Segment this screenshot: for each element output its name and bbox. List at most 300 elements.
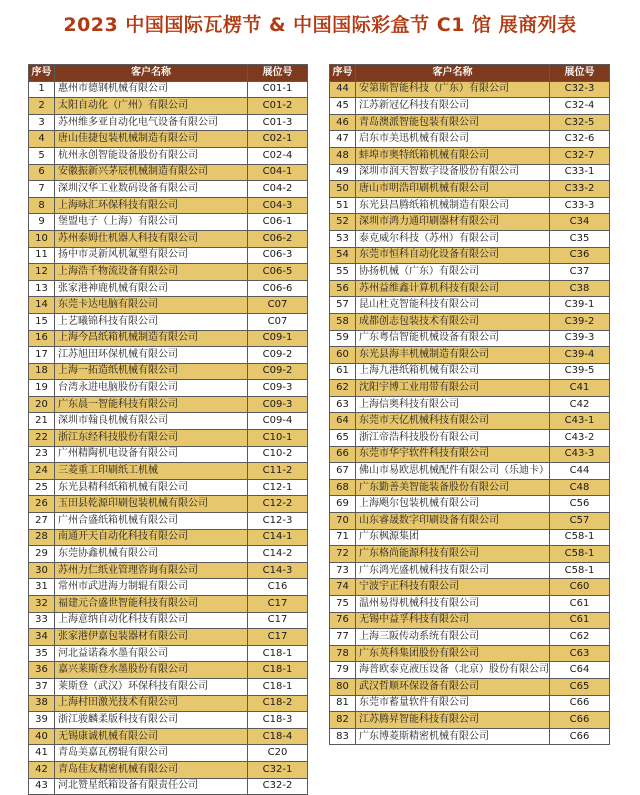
booth-number: C58-1 xyxy=(550,529,610,546)
table-row xyxy=(29,147,308,164)
customer-name: 东莞市天亿机械科技有限公司 xyxy=(356,413,550,430)
booth-number: C20 xyxy=(248,745,308,762)
booth-number: C33-2 xyxy=(550,181,610,198)
row-number: 58 xyxy=(330,313,356,330)
customer-name: 广东枫源集团 xyxy=(356,529,550,546)
booth-number: C44 xyxy=(550,463,610,480)
customer-name: 启东市美迅机械有限公司 xyxy=(356,131,550,148)
row-number: 47 xyxy=(330,131,356,148)
row-number: 82 xyxy=(330,712,356,729)
table-row xyxy=(29,214,308,231)
table-row xyxy=(330,396,610,413)
booth-number: C04-1 xyxy=(248,164,308,181)
page-title: 2023 中国国际瓦楞节 & 中国国际彩盒节 C1 馆 展商列表 xyxy=(63,14,577,36)
customer-name: 东莞市蓄量软件有限公司 xyxy=(356,695,550,712)
row-number: 2 xyxy=(29,98,55,115)
booth-number: C61 xyxy=(550,596,610,613)
customer-name: 惠州市德钢机械有限公司 xyxy=(55,81,248,98)
header-customer-name: 客户名称 xyxy=(356,65,550,82)
customer-name: 上海三阪传动系统有限公司 xyxy=(356,629,550,646)
row-number: 66 xyxy=(330,446,356,463)
row-number: 23 xyxy=(29,446,55,463)
table-row xyxy=(330,330,610,347)
booth-number: C16 xyxy=(248,579,308,596)
row-number: 4 xyxy=(29,131,55,148)
customer-name: 广东鸿光盛机械科技有限公司 xyxy=(356,562,550,579)
customer-name: 昆山杜克智能科技有限公司 xyxy=(356,297,550,314)
row-number: 19 xyxy=(29,380,55,397)
row-number: 45 xyxy=(330,98,356,115)
row-number: 36 xyxy=(29,662,55,679)
row-number: 56 xyxy=(330,280,356,297)
customer-name: 浙江骏麟柔版科技有限公司 xyxy=(55,712,248,729)
table-row xyxy=(29,479,308,496)
row-number: 70 xyxy=(330,513,356,530)
customer-name: 上海村田激光技术有限公司 xyxy=(55,695,248,712)
booth-number: C01-3 xyxy=(248,114,308,131)
table-row xyxy=(29,313,308,330)
table-row xyxy=(29,513,308,530)
table-row xyxy=(330,313,610,330)
table-row xyxy=(330,546,610,563)
booth-number: C12-2 xyxy=(248,496,308,513)
row-number: 54 xyxy=(330,247,356,264)
booth-number: C14-2 xyxy=(248,546,308,563)
row-number: 69 xyxy=(330,496,356,513)
row-number: 39 xyxy=(29,712,55,729)
customer-name: 上艺曦锦科技有限公司 xyxy=(55,313,248,330)
table-row xyxy=(29,380,308,397)
row-number: 81 xyxy=(330,695,356,712)
row-number: 13 xyxy=(29,280,55,297)
customer-name: 成都创志包装技术有限公司 xyxy=(356,313,550,330)
row-number: 73 xyxy=(330,562,356,579)
customer-name: 苏州力仁纸业管理咨询有限公司 xyxy=(55,562,248,579)
customer-name: 东莞市华宇软件科技有限公司 xyxy=(356,446,550,463)
booth-number: C11-2 xyxy=(248,463,308,480)
table-row xyxy=(330,463,610,480)
customer-name: 青岛美嘉瓦楞辊有限公司 xyxy=(55,745,248,762)
booth-number: C33-1 xyxy=(550,164,610,181)
row-number: 34 xyxy=(29,629,55,646)
customer-name: 青岛佳友精密机械有限公司 xyxy=(55,761,248,778)
header-customer-name: 客户名称 xyxy=(55,65,248,82)
table-row xyxy=(29,363,308,380)
table-row xyxy=(29,197,308,214)
table-row xyxy=(330,114,610,131)
table-row xyxy=(29,712,308,729)
customer-name: 山东睿晟数字印刷设备有限公司 xyxy=(356,513,550,530)
customer-name: 福建元合盛世智能科技有限公司 xyxy=(55,596,248,613)
booth-number: C61 xyxy=(550,612,610,629)
customer-name: 蚌埠市奥特纸箱机械有限公司 xyxy=(356,147,550,164)
row-number: 49 xyxy=(330,164,356,181)
booth-number: C06-5 xyxy=(248,264,308,281)
table-row xyxy=(29,297,308,314)
row-number: 79 xyxy=(330,662,356,679)
row-number: 30 xyxy=(29,562,55,579)
table-row xyxy=(330,629,610,646)
row-number: 31 xyxy=(29,579,55,596)
table-row xyxy=(29,496,308,513)
booth-number: C36 xyxy=(550,247,610,264)
customer-name: 广东格尚能源科技有限公司 xyxy=(356,546,550,563)
booth-number: C65 xyxy=(550,678,610,695)
table-row xyxy=(330,712,610,729)
customer-name: 江苏腾昇智能科技有限公司 xyxy=(356,712,550,729)
customer-name: 广州合盛纸箱机械有限公司 xyxy=(55,513,248,530)
customer-name: 南通开天自动化科技有限公司 xyxy=(55,529,248,546)
customer-name: 浙江东经科技股份有限公司 xyxy=(55,430,248,447)
customer-name: 玉田县乾源印刷包装机械有限公司 xyxy=(55,496,248,513)
row-number: 22 xyxy=(29,430,55,447)
customer-name: 武汉哲顺环保设备有限公司 xyxy=(356,678,550,695)
row-number: 37 xyxy=(29,678,55,695)
row-number: 61 xyxy=(330,363,356,380)
booth-number: C33-3 xyxy=(550,197,610,214)
booth-number: C37 xyxy=(550,264,610,281)
booth-number: C01-1 xyxy=(248,81,308,98)
booth-number: C58-1 xyxy=(550,562,610,579)
table-row xyxy=(29,413,308,430)
table-row xyxy=(29,761,308,778)
booth-number: C39-3 xyxy=(550,330,610,347)
header-number: 序号 xyxy=(330,65,356,82)
customer-name: 东莞卡达电脑有限公司 xyxy=(55,297,248,314)
customer-name: 广东勤善美智能装备股份有限公司 xyxy=(356,479,550,496)
booth-number: C10-2 xyxy=(248,446,308,463)
row-number: 29 xyxy=(29,546,55,563)
customer-name: 无锡康诚机械有限公司 xyxy=(55,728,248,745)
customer-name: 佛山市易欧思机械配件有限公司（乐迪卡） xyxy=(356,463,550,480)
row-number: 63 xyxy=(330,396,356,413)
booth-number: C43-1 xyxy=(550,413,610,430)
table-row xyxy=(330,662,610,679)
row-number: 65 xyxy=(330,430,356,447)
row-number: 24 xyxy=(29,463,55,480)
booth-number: C17 xyxy=(248,629,308,646)
row-number: 17 xyxy=(29,347,55,364)
row-number: 60 xyxy=(330,347,356,364)
booth-number: C18-2 xyxy=(248,695,308,712)
table-row xyxy=(330,529,610,546)
customer-name: 上海信奥科技有限公司 xyxy=(356,396,550,413)
booth-number: C09-1 xyxy=(248,330,308,347)
table-row xyxy=(330,562,610,579)
customer-name: 三菱重工印刷纸工机械 xyxy=(55,463,248,480)
row-number: 78 xyxy=(330,645,356,662)
table-row xyxy=(29,745,308,762)
row-number: 55 xyxy=(330,264,356,281)
table-row xyxy=(330,363,610,380)
customer-name: 江苏新冠亿科技有限公司 xyxy=(356,98,550,115)
table-row xyxy=(29,728,308,745)
row-number: 46 xyxy=(330,114,356,131)
customer-name: 广州精陶机电设备有限公司 xyxy=(55,446,248,463)
row-number: 5 xyxy=(29,147,55,164)
customer-name: 唐山市明浩印刷机械有限公司 xyxy=(356,181,550,198)
booth-number: C18-3 xyxy=(248,712,308,729)
row-number: 57 xyxy=(330,297,356,314)
table-row xyxy=(330,164,610,181)
customer-name: 东莞协鑫机械有限公司 xyxy=(55,546,248,563)
customer-name: 东光县昌腾纸箱机械制造有限公司 xyxy=(356,197,550,214)
customer-name: 苏州益维鑫计算机科技有限公司 xyxy=(356,280,550,297)
customer-name: 无锡中益孚科技有限公司 xyxy=(356,612,550,629)
row-number: 42 xyxy=(29,761,55,778)
table-row xyxy=(29,596,308,613)
row-number: 11 xyxy=(29,247,55,264)
booth-number: C18-1 xyxy=(248,662,308,679)
table-row xyxy=(29,612,308,629)
table-row xyxy=(29,645,308,662)
table-row xyxy=(330,645,610,662)
row-number: 59 xyxy=(330,330,356,347)
table-header-row xyxy=(330,65,610,82)
booth-number: C66 xyxy=(550,712,610,729)
table-row xyxy=(29,446,308,463)
booth-number: C10-1 xyxy=(248,430,308,447)
table-row xyxy=(29,347,308,364)
row-number: 3 xyxy=(29,114,55,131)
customer-name: 唐山佳捷包装机械制造有限公司 xyxy=(55,131,248,148)
customer-name: 广东博菱斯精密机械有限公司 xyxy=(356,728,550,745)
customer-name: 东莞市恒科自动化设备有限公司 xyxy=(356,247,550,264)
table-row xyxy=(330,280,610,297)
table-row xyxy=(330,513,610,530)
customer-name: 安徽振新兴茅辰机械制造有限公司 xyxy=(55,164,248,181)
booth-number: C39-5 xyxy=(550,363,610,380)
booth-number: C18-1 xyxy=(248,645,308,662)
row-number: 72 xyxy=(330,546,356,563)
booth-number: C64 xyxy=(550,662,610,679)
booth-number: C04-2 xyxy=(248,181,308,198)
booth-number: C35 xyxy=(550,230,610,247)
row-number: 64 xyxy=(330,413,356,430)
customer-name: 广东英科集团股份有限公司 xyxy=(356,645,550,662)
customer-name: 浙江帝浩科技股份有限公司 xyxy=(356,430,550,447)
customer-name: 温州易得机械科技有限公司 xyxy=(356,596,550,613)
row-number: 50 xyxy=(330,181,356,198)
booth-number: C06-6 xyxy=(248,280,308,297)
table-row xyxy=(330,197,610,214)
customer-name: 嘉兴莱斯登水墨股份有限公司 xyxy=(55,662,248,679)
booth-number: C14-3 xyxy=(248,562,308,579)
booth-number: C04-3 xyxy=(248,197,308,214)
customer-name: 苏州泰姆仕机器人科技有限公司 xyxy=(55,230,248,247)
booth-number: C09-2 xyxy=(248,347,308,364)
table-row xyxy=(29,430,308,447)
header-booth-number: 展位号 xyxy=(550,65,610,82)
table-row xyxy=(29,81,308,98)
table-row xyxy=(29,230,308,247)
exhibitor-table-right xyxy=(329,64,610,745)
table-row xyxy=(330,181,610,198)
booth-number: C57 xyxy=(550,513,610,530)
table-row xyxy=(29,695,308,712)
table-row xyxy=(29,463,308,480)
row-number: 15 xyxy=(29,313,55,330)
row-number: 9 xyxy=(29,214,55,231)
customer-name: 深圳市润天智数字设备股份有限公司 xyxy=(356,164,550,181)
customer-name: 上海九港纸箱机械有限公司 xyxy=(356,363,550,380)
booth-number: C66 xyxy=(550,695,610,712)
customer-name: 莱斯登（武汉）环保科技有限公司 xyxy=(55,678,248,695)
table-row xyxy=(330,380,610,397)
customer-name: 上海飓尔包装机械有限公司 xyxy=(356,496,550,513)
table-row xyxy=(29,396,308,413)
customer-name: 泰克威尔科技（苏州）有限公司 xyxy=(356,230,550,247)
table-row xyxy=(330,297,610,314)
table-row xyxy=(330,695,610,712)
customer-name: 深圳市翰良机械有限公司 xyxy=(55,413,248,430)
customer-name: 张家港神鹿机械有限公司 xyxy=(55,280,248,297)
row-number: 74 xyxy=(330,579,356,596)
row-number: 26 xyxy=(29,496,55,513)
row-number: 41 xyxy=(29,745,55,762)
row-number: 12 xyxy=(29,264,55,281)
booth-number: C17 xyxy=(248,596,308,613)
row-number: 10 xyxy=(29,230,55,247)
table-row xyxy=(330,347,610,364)
table-row xyxy=(29,280,308,297)
row-number: 48 xyxy=(330,147,356,164)
table-row xyxy=(29,629,308,646)
row-number: 21 xyxy=(29,413,55,430)
table-row xyxy=(29,330,308,347)
row-number: 80 xyxy=(330,678,356,695)
booth-number: C02-1 xyxy=(248,131,308,148)
customer-name: 东光县海丰机械制造有限公司 xyxy=(356,347,550,364)
row-number: 6 xyxy=(29,164,55,181)
customer-name: 河北赞星纸箱设备有限责任公司 xyxy=(55,778,248,795)
row-number: 25 xyxy=(29,479,55,496)
customer-name: 太阳自动化（广州）有限公司 xyxy=(55,98,248,115)
row-number: 68 xyxy=(330,479,356,496)
row-number: 67 xyxy=(330,463,356,480)
booth-number: C62 xyxy=(550,629,610,646)
customer-name: 协扬机械（广东）有限公司 xyxy=(356,264,550,281)
table-row xyxy=(330,596,610,613)
table-row xyxy=(330,728,610,745)
customer-name: 江苏旭田环保机械有限公司 xyxy=(55,347,248,364)
booth-number: C12-3 xyxy=(248,513,308,530)
table-row xyxy=(330,230,610,247)
table-row xyxy=(330,579,610,596)
customer-name: 台湾永进电脑股份有限公司 xyxy=(55,380,248,397)
row-number: 77 xyxy=(330,629,356,646)
row-number: 51 xyxy=(330,197,356,214)
table-row xyxy=(330,446,610,463)
customer-name: 河北益诺森水墨有限公司 xyxy=(55,645,248,662)
customer-name: 青岛澳派智能包装有限公司 xyxy=(356,114,550,131)
booth-number: C01-2 xyxy=(248,98,308,115)
table-row xyxy=(330,147,610,164)
booth-number: C18-4 xyxy=(248,728,308,745)
header-booth-number: 展位号 xyxy=(248,65,308,82)
customer-name: 上海浩千物流设备有限公司 xyxy=(55,264,248,281)
booth-number: C09-3 xyxy=(248,396,308,413)
booth-number: C07 xyxy=(248,297,308,314)
booth-number: C32-7 xyxy=(550,147,610,164)
booth-number: C41 xyxy=(550,380,610,397)
booth-number: C39-4 xyxy=(550,347,610,364)
row-number: 32 xyxy=(29,596,55,613)
customer-name: 常州市武进海力制辊有限公司 xyxy=(55,579,248,596)
customer-name: 张家港伊嘉包装器材有限公司 xyxy=(55,629,248,646)
booth-number: C32-3 xyxy=(550,81,610,98)
booth-number: C32-6 xyxy=(550,131,610,148)
table-row xyxy=(29,181,308,198)
booth-number: C02-4 xyxy=(248,147,308,164)
booth-number: C39-1 xyxy=(550,297,610,314)
booth-number: C48 xyxy=(550,479,610,496)
row-number: 38 xyxy=(29,695,55,712)
table-row xyxy=(330,214,610,231)
booth-number: C06-2 xyxy=(248,230,308,247)
row-number: 33 xyxy=(29,612,55,629)
table-row xyxy=(29,164,308,181)
table-row xyxy=(330,247,610,264)
table-row xyxy=(29,264,308,281)
customer-name: 堡盟电子（上海）有限公司 xyxy=(55,214,248,231)
booth-number: C66 xyxy=(550,728,610,745)
table-row xyxy=(330,496,610,513)
table-row xyxy=(330,264,610,281)
row-number: 8 xyxy=(29,197,55,214)
booth-number: C09-2 xyxy=(248,363,308,380)
table-row xyxy=(330,131,610,148)
booth-number: C07 xyxy=(248,313,308,330)
booth-number: C58-1 xyxy=(550,546,610,563)
booth-number: C32-2 xyxy=(248,778,308,795)
table-row xyxy=(330,430,610,447)
customer-name: 上海咏汇环保科技有限公司 xyxy=(55,197,248,214)
customer-name: 上海今昌纸箱机械制造有限公司 xyxy=(55,330,248,347)
row-number: 62 xyxy=(330,380,356,397)
customer-name: 深圳汉华工业数码设备有限公司 xyxy=(55,181,248,198)
booth-number: C12-1 xyxy=(248,479,308,496)
table-row xyxy=(29,98,308,115)
row-number: 53 xyxy=(330,230,356,247)
booth-number: C06-1 xyxy=(248,214,308,231)
booth-number: C17 xyxy=(248,612,308,629)
header-number: 序号 xyxy=(29,65,55,82)
table-row xyxy=(330,413,610,430)
booth-number: C56 xyxy=(550,496,610,513)
booth-number: C32-1 xyxy=(248,761,308,778)
row-number: 35 xyxy=(29,645,55,662)
table-row xyxy=(330,612,610,629)
row-number: 20 xyxy=(29,396,55,413)
booth-number: C34 xyxy=(550,214,610,231)
booth-number: C18-1 xyxy=(248,678,308,695)
table-row xyxy=(330,81,610,98)
table-row xyxy=(29,579,308,596)
table-row xyxy=(29,662,308,679)
table-row xyxy=(330,479,610,496)
booth-number: C09-4 xyxy=(248,413,308,430)
exhibitor-table-left xyxy=(28,64,308,795)
row-number: 14 xyxy=(29,297,55,314)
row-number: 7 xyxy=(29,181,55,198)
customer-name: 上海意纳自动化科技有限公司 xyxy=(55,612,248,629)
table-row xyxy=(29,529,308,546)
customer-name: 扬中市灵新风机氟塑有限公司 xyxy=(55,247,248,264)
booth-number: C06-3 xyxy=(248,247,308,264)
booth-number: C63 xyxy=(550,645,610,662)
row-number: 16 xyxy=(29,330,55,347)
